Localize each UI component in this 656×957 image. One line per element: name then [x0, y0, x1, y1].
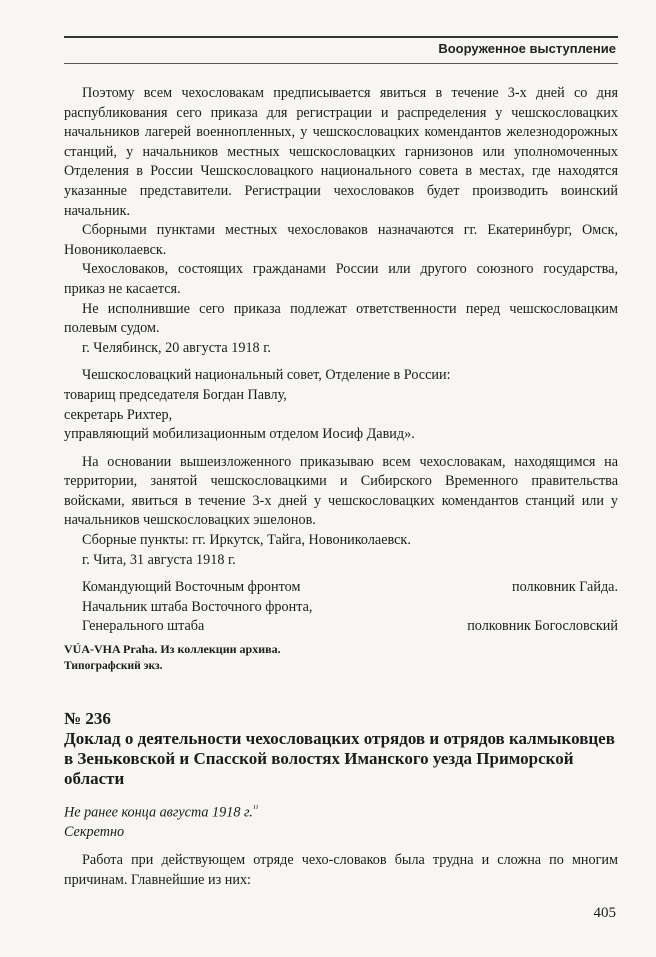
document-number: № 236: [64, 709, 111, 729]
signature-title: Генерального штаба: [82, 618, 205, 635]
page-content: [64, 84, 618, 890]
paragraph: Сборными пунктами местных чехословаков назначаются гг. Екатеринбург, Омск, Новониколаевск.: [64, 222, 618, 258]
archive-note: VÚA-VHA Praha. Из коллекции архива.: [64, 642, 281, 657]
document-date-text: Не ранее конца августа 1918 г.: [64, 804, 253, 821]
header-rule-bottom: [64, 63, 618, 64]
signature-name: полковник Богословский: [467, 618, 618, 635]
copy-note: Типографский экз.: [64, 660, 163, 673]
paragraph: Чехословаков, состоящих гражданами России или другого союзного государства, приказ не касается.: [64, 261, 618, 297]
running-header: Вооруженное выступление: [438, 41, 616, 56]
signature-line: управляющий мобилизационным отделом Иосиф Давид».: [64, 426, 415, 443]
signature-row: [64, 617, 618, 637]
header-rule: [64, 36, 618, 38]
paragraph: Не исполнившие сего приказа подлежат ответственности перед чешскословацким полевым судом.: [64, 300, 618, 337]
signature-row: [64, 598, 618, 618]
document-body: Работа при действующем отряде чехо-словаков была трудна и сложна по многим причинам. Главнейшие из них:: [64, 851, 618, 888]
document-date: [64, 799, 618, 823]
assembly-points: Сборные пункты: гг. Иркутск, Тайга, Новониколаевск.: [82, 532, 411, 549]
signature-name: полковник Гайда.: [512, 579, 618, 596]
signature-title: Начальник штаба Восточного фронта,: [82, 598, 313, 615]
signature-line: товарищ председателя Богдан Павлу,: [64, 386, 287, 403]
document-title: Доклад о деятельности чехословацких отрядов и отрядов калмыковцев в Зеньковской и Спасской волостях Иманского уезда Приморской области: [64, 729, 615, 789]
signature-line: секретарь Рихтер,: [64, 406, 173, 423]
paragraph: На основании вышеизложенного приказываю всем чехословакам, находящимся на территории, занятой чешскословацкими и Сибирского Временного правительства войсками, явиться в течение 3-х дней у чешскословацких комендантов станций или у начальников чешскословацких эшелонов.: [64, 453, 618, 529]
classification: Секретно: [64, 824, 125, 841]
place-date: г. Чита, 31 августа 1918 г.: [82, 551, 236, 568]
council-line: Чешскословацкий национальный совет, Отделение в России:: [82, 367, 451, 384]
signature-row: [64, 578, 618, 598]
page-number: 405: [593, 905, 616, 921]
footnote-mark: ¹¹: [252, 803, 259, 814]
place-date: г. Челябинск, 20 августа 1918 г.: [82, 339, 271, 356]
paragraph: Поэтому всем чехословакам предписывается явиться в течение 3-х дней со дня распубликования сего приказа для регистрации и распределения у чешскословацких начальников лагерей военнопленных, у чешскословацких комендантов железнодорожных станций, у начальников местных чешскословацких гарнизонов или уполномоченных Отделения в России Чешскословацкого национального совета в местах, где находятся указанные представители. Регистрации чехословаков будет производить воинский начальник.: [64, 85, 618, 219]
signature-title: Командующий Восточным фронтом: [82, 579, 301, 596]
